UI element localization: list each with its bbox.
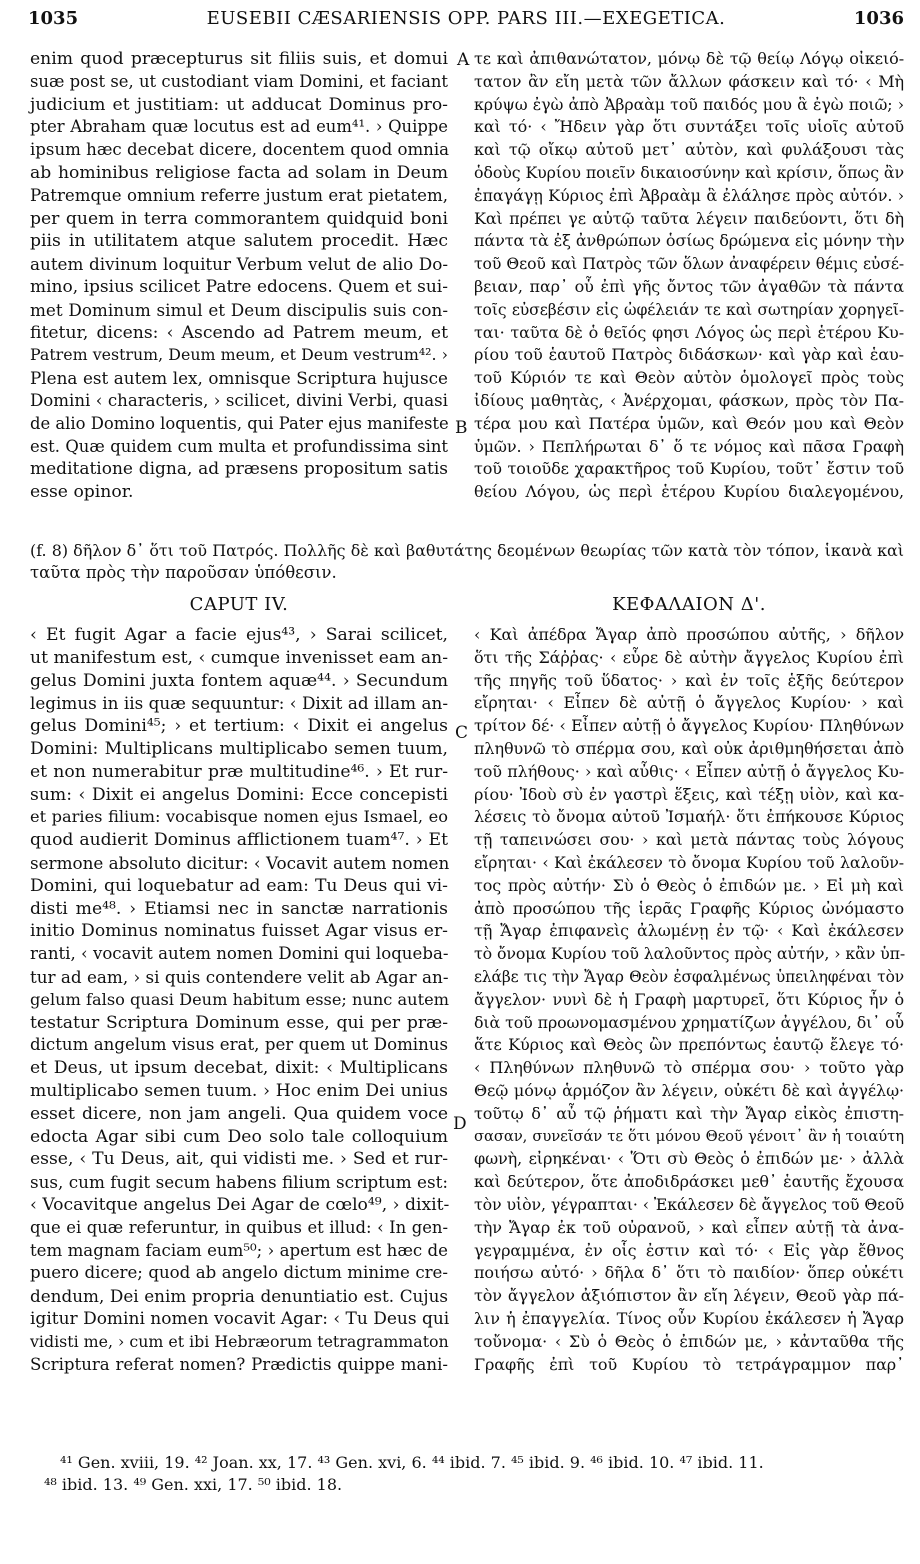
text-line: κρύψω ἐγὼ ἀπὸ Ἀβραὰμ τοῦ παιδός μου ἃ ἐγὼ ποιῶ; › xyxy=(474,94,904,114)
margin-marker-b: B xyxy=(455,418,468,438)
page-number-left: 1035 xyxy=(28,8,79,29)
text-line: autem divinum loquitur Verbum velut de alio Do- xyxy=(30,254,448,275)
text-line: Domini, qui loquebatur ad eam: Tu Deus qui vi- xyxy=(30,875,448,896)
text-line: et Deus, ut ipsum decebat, dixit: ‹ Multiplicans xyxy=(30,1058,448,1079)
margin-marker-a: A xyxy=(457,50,470,70)
text-line: tem magnam faciam eum⁵⁰; › apertum est hæc de xyxy=(30,1240,448,1260)
chapter-heading-latin: CAPUT IV. xyxy=(189,594,289,615)
text-line: Plena est autem lex, omnisque Scriptura hujusce xyxy=(30,368,448,389)
text-line: et paries filium: vocabisque nomen ejus Ismael, eo xyxy=(30,807,448,827)
text-line: τῇ ταπεινώσει σου· › καὶ μετὰ πάντας τοὺς λόγους xyxy=(474,830,904,850)
running-header xyxy=(28,8,904,32)
text-line: ὅτι τῆς Σάῤῥας· ‹ εὗρε δὲ αὐτὴν ἄγγελος Κυρίου ἐπὶ xyxy=(474,647,904,667)
text-line: initio Dominus nominatus fuisset Agar visus er- xyxy=(30,921,448,942)
footnote-line: ⁴⁸ ibid. 13. ⁴⁹ Gen. xxi, 17. ⁵⁰ ibid. 18. xyxy=(44,1475,343,1494)
text-line: τῆς πηγῆς τοῦ ὕδατος· › καὶ ἐν τοῖς ἑξῆς δεύτερον xyxy=(474,670,904,690)
text-line: εἴρηται· ‹ Καὶ ἐκάλεσεν τὸ ὄνομα Κυρίου τοῦ λαλοῦν- xyxy=(474,852,904,872)
footnote-line: ⁴¹ Gen. xviii, 19. ⁴² Joan. xx, 17. ⁴³ Gen. xvi, 6. ⁴⁴ ibid. 7. ⁴⁵ ibid. 9. ⁴⁶ ibid. 10. ⁴⁷ ibid. 11. xyxy=(60,1453,764,1472)
text-line: τοὔνομα· ‹ Σὺ ὁ Θεὸς ὁ ἐπιδών με, › κἀνταῦθα τῆς xyxy=(474,1331,904,1351)
text-line: τὸν υἱὸν, γέγραπται· ‹ Ἐκάλεσεν δὲ ἄγγελος τοῦ Θεοῦ xyxy=(474,1194,905,1214)
text-line: φωνὴ, εἰρηκέναι· ‹ Ὅτι σὺ Θεὸς ὁ ἐπιδών με· › ἀλλὰ xyxy=(474,1149,904,1169)
text-line: esset dicere, non jam angeli. Qua quidem voce xyxy=(30,1103,448,1124)
text-line: (f. 8) δῆλον δ᾽ ὅτι τοῦ Πατρός. Πολλῆς δὲ καὶ βαθυτάτης δεομένων θεωρίας τῶν κατὰ τὸν τόπον, ἱκανὰ καὶ xyxy=(30,541,904,560)
text-line: εἴρηται· ‹ Εἶπεν δὲ αὐτῇ ὁ ἄγγελος Κυρίου· › καὶ xyxy=(474,693,904,713)
text-line: Domini: Multiplicans multiplicabo semen tuum, xyxy=(30,738,448,759)
text-line: legimus in iis quæ sequuntur: ‹ Dixit ad illam an- xyxy=(30,693,448,714)
text-line: ἅτε Κύριος καὶ Θεὸς ὢν πρεπόντως ἑαυτῷ ἔλεγε τό· xyxy=(474,1035,904,1055)
chapter-heading-greek: ΚΕΦΑΛΑΙΟΝ Δ'. xyxy=(612,594,766,615)
text-line: τῇ Ἄγαρ ἐπιφανεὶς ἀλωμένῃ ἐν τῷ· ‹ Καὶ ἐκάλεσεν xyxy=(474,921,904,941)
text-line: τατον ἂν εἴη μετὰ τῶν ἄλλων φάσκειν καὶ τό· ‹ Μὴ xyxy=(474,71,904,91)
text-line: θείου Λόγου, ὡς περὶ ἑτέρου Κυρίου διαλεγομένου, xyxy=(474,482,904,502)
text-line: ‹ Πληθύνων πληθυνῶ τὸ σπέρμα σου· › τοῦτο γὰρ xyxy=(474,1058,904,1078)
text-line: τρίτον δέ· ‹ Εἶπεν αὐτῇ ὁ ἄγγελος Κυρίου· Πληθύνων xyxy=(474,716,904,736)
text-line: disti me⁴⁸. › Etiamsi nec in sanctæ narrationis xyxy=(30,898,448,919)
text-line: ὑμῶν. › Πεπλήρωται δ᾽ ὅ τε νόμος καὶ πᾶσα Γραφὴ xyxy=(474,436,904,456)
latin-column-top xyxy=(30,48,448,504)
text-line: ranti, ‹ vocavit autem nomen Domini qui loqueba- xyxy=(30,944,449,964)
text-line: τοῦ Κύριόν τε καὶ Θεὸν αὐτὸν ὁμολογεῖ πρὸς τοὺς xyxy=(474,368,904,388)
text-line: ρίου· Ἰδοὺ σὺ ἐν γαστρὶ ἕξεις, καὶ τέξῃ υἱὸν, καὶ κα- xyxy=(474,784,904,804)
text-line: τοῦτῳ δ᾽ αὖ τῷ ῥήματι καὶ τὴν Ἄγαρ εἰκὸς ἐπιστη- xyxy=(474,1103,904,1123)
text-line: ‹ Et fugit Agar a facie ejus⁴³, › Sarai scilicet, xyxy=(30,625,448,645)
text-line: σασαν, συνεῖσάν τε ὅτι μόνου Θεοῦ γένοιτ᾽ ἂν ἡ τοιαύτη xyxy=(474,1127,904,1145)
text-line: καὶ τό· ‹ Ἤδειν γὰρ ὅτι συντάξει τοῖς υἱοῖς αὐτοῦ xyxy=(474,117,904,137)
text-line: τε καὶ ἀπιθανώτατον, μόνῳ δὲ τῷ θείῳ Λόγῳ οἰκειό- xyxy=(474,49,904,68)
text-line: esse opinor. xyxy=(30,482,134,503)
text-line: per quem in terra commorantem quidquid boni xyxy=(30,208,448,229)
text-line: fitetur, dicens: ‹ Ascendo ad Patrem meum, et xyxy=(30,322,448,343)
text-line: τὴν Ἄγαρ ἐκ τοῦ οὐρανοῦ, › καὶ εἶπεν αὐτῇ τὰ ἀνα- xyxy=(474,1217,904,1237)
text-line: ut manifestum est, ‹ cumque invenisset eam an- xyxy=(30,647,449,668)
text-line: ἰδίους μαθητὰς, ‹ Ἀνέρχομαι, φάσκων, πρὸς τὸν Πα- xyxy=(474,390,904,410)
text-line: gelus Domini juxta fontem aquæ⁴⁴. › Secundum xyxy=(30,670,448,691)
text-line: gelus Domini⁴⁵; › et tertium: ‹ Dixit ei angelus xyxy=(30,716,448,737)
text-line: testatur Scriptura Dominum esse, qui per præ- xyxy=(30,1012,448,1033)
text-line: meditatione digna, ad præsens propositum satis xyxy=(30,459,448,480)
text-line: διὰ τοῦ προωνομασμένου χρηματίζων ἀγγέλου, δι᾽ οὗ xyxy=(474,1012,904,1032)
text-line: ἀπὸ προσώπου τῆς ἱερᾶς Γραφῆς Κύριος ὠνόμαστο xyxy=(474,898,904,918)
text-line: ab hominibus religiose facta ad solam in Deum xyxy=(30,162,448,183)
text-line: ‹ Καὶ ἀπέδρα Ἄγαρ ἀπὸ προσώπου αὐτῆς, › δῆλον xyxy=(474,625,904,644)
text-line: ταῦτα πρὸς τὴν παροῦσαν ὑπόθεσιν. xyxy=(30,563,337,582)
text-line: suæ post se, ut custodiant viam Domini, et faciant xyxy=(30,71,448,91)
text-line: ἄγγελον· νυνὶ δὲ ἡ Γραφὴ μαρτυρεῖ, ὅτι Κύριος ἦν ὁ xyxy=(474,989,904,1009)
text-line: λέσεις τὸ ὄνομα αὐτοῦ Ἰσμαήλ· ὅτι ἐπήκουσε Κύριος xyxy=(474,807,904,827)
page-number-right: 1036 xyxy=(853,8,904,29)
text-line: Καὶ πρέπει γε αὐτῷ ταῦτα λέγειν παιδεύοντι, ὅτι δὴ xyxy=(474,208,904,228)
text-line: et non numerabitur præ multitudine⁴⁶. › Et rur- xyxy=(30,761,448,782)
text-line: sum: ‹ Dixit ei angelus Domini: Ecce concepisti xyxy=(30,784,448,805)
text-line: piis in utilitatem atque salutem procedit. Hæc xyxy=(30,231,448,252)
text-line: λιν ἡ ἐπαγγελία. Τίνος οὖν Κυρίου ἐκάλεσεν ἡ Ἄγαρ xyxy=(474,1308,904,1328)
text-line: igitur Domini nomen vocavit Agar: ‹ Tu Deus qui xyxy=(30,1308,450,1329)
text-line: puero dicere; quod ab angelo dictum minime cre- xyxy=(30,1263,448,1283)
text-line: βειαν, παρ᾽ οὗ ἐπὶ γῆς ὄντος τῶν ἀγαθῶν τὰ πάντα xyxy=(474,276,904,296)
greek-continuation xyxy=(30,540,904,584)
text-line: de alio Domino loquentis, qui Pater ejus manifeste xyxy=(30,413,449,433)
latin-column-bottom xyxy=(30,624,448,1376)
text-line: ελάβε τις τὴν Ἄγαρ Θεὸν ἐσφαλμένως ὑπειληφέναι τὸν xyxy=(474,967,904,986)
text-line: enim quod præcepturus sit filiis suis, et domui xyxy=(30,49,448,69)
text-line: multiplicabo semen tuum. › Hoc enim Dei unius xyxy=(30,1080,448,1101)
text-line: τοῦ Θεοῦ καὶ Πατρὸς τῶν ὅλων ἀναφέρειν θέμις εὐσέ- xyxy=(474,255,904,274)
text-line: Scriptura referat nomen? Prædictis quippe mani- xyxy=(30,1354,448,1374)
text-line: dendum, Dei enim propria denuntiatio est. Cujus xyxy=(30,1286,448,1307)
text-line: pter Abraham quæ locutus est ad eum⁴¹. › Quippe xyxy=(30,117,448,137)
text-line: Θεῷ μόνῳ ἁρμόζον ἂν λέγειν, οὐκέτι δὲ καὶ ἀγγέλῳ· xyxy=(474,1080,904,1100)
text-line: Patremque omnium referre justum erat pietatem, xyxy=(30,185,448,205)
text-line: judicium et justitiam: ut adducat Dominus pro- xyxy=(30,94,448,115)
text-line: πάντα τὰ ἐξ ἀνθρώπων ὁσίως δρώμενα εἰς μόνην τὴν xyxy=(474,231,905,251)
running-title: EUSEBII CÆSARIENSIS OPP. PARS III.—EXEGETICA. xyxy=(206,8,726,29)
text-line: πληθυνῶ τὸ σπέρμα σου, καὶ οὐκ ἀριθμηθήσεται ἀπὸ xyxy=(474,738,904,758)
text-line: Patrem vestrum, Deum meum, et Deum vestrum⁴². › xyxy=(30,345,448,365)
text-line: Γραφῆς ἐπὶ τοῦ Κυρίου τὸ τετράγραμμον παρ᾽ xyxy=(474,1354,904,1374)
text-line: γεγραμμένα, ἐν οἷς ἐστιν καὶ τό· ‹ Εἰς γὰρ ἔθνος xyxy=(474,1240,904,1260)
text-line: καὶ δεύτερον, ὅτε ἀποδιδράσκει μεθ᾽ ἑαυτῆς ἔχουσα xyxy=(474,1172,904,1192)
text-line: ipsum hæc decebat dicere, docentem quod omnia xyxy=(30,140,450,160)
text-line: dictum angelum visus erat, per quem ut Dominus xyxy=(30,1035,448,1055)
greek-column-top xyxy=(474,48,904,504)
greek-column-bottom xyxy=(474,624,904,1376)
text-line: τέρα μου καὶ Πατέρα ὑμῶν, καὶ Θεόν μου καὶ Θεὸν xyxy=(474,413,904,433)
text-line: sus, cum fugit secum habens filium scriptum est: xyxy=(30,1172,448,1193)
margin-marker-c: C xyxy=(455,723,469,743)
footnotes xyxy=(30,1452,904,1496)
margin-marker-d: D xyxy=(453,1114,467,1134)
text-line: met Dominum simul et Deum discipulis suis con- xyxy=(30,299,448,320)
text-line: gelum falso quasi Deum habitum esse; nunc autem xyxy=(30,989,450,1009)
text-line: τὸν ἄγγελον ἀξιόπιστον ἂν εἴη λέγειν, Θεοῦ γὰρ πά- xyxy=(474,1286,904,1306)
text-line: ὁδοὺς Κυρίου ποιεῖν δικαιοσύνην καὶ κρίσιν, ὅπως ἂν xyxy=(474,162,904,182)
text-line: ται· ταῦτα δὲ ὁ θεῖός φησι Λόγος ὡς περὶ ἑτέρου Κυ- xyxy=(474,322,904,342)
text-line: τὸ ὄνομα Κυρίου τοῦ λαλοῦντος πρὸς αὐτήν, › κἂν ὑπ- xyxy=(474,944,906,964)
text-line: τοῦ τοιοῦδε χαρακτῆρος τοῦ Κυρίου, τοῦτ᾽ ἔστιν τοῦ xyxy=(474,459,904,479)
text-line: ποιήσω αὐτό· › δῆλα δ᾽ ὅτι τὸ παιδίον· ὅπερ οὐκέτι xyxy=(474,1263,904,1283)
text-line: sermone absoluto dicitur: ‹ Vocavit autem nomen xyxy=(30,852,450,873)
text-line: τος πρὸς αὐτήν· Σὺ ὁ Θεὸς ὁ ἐπιδών με. › Εἰ μὴ καὶ xyxy=(474,875,904,895)
text-line: esse, ‹ Tu Deus, ait, qui vidisti me. › Sed et rur- xyxy=(30,1149,448,1170)
text-line: est. Quæ quidem cum multa et profundissima sint xyxy=(30,436,448,456)
text-line: que ei quæ referuntur, in quibus et illud: ‹ In gen- xyxy=(30,1217,448,1237)
text-line: Domini ‹ characteris, › scilicet, divini Verbi, quasi xyxy=(30,390,448,410)
text-line: ‹ Vocavitque angelus Dei Agar de cœlo⁴⁹, › dixit- xyxy=(30,1194,450,1215)
text-line: τοῖς εὐσεβέσιν εἰς ὠφέλειάν τε καὶ σωτηρίαν χορηγεῖ- xyxy=(474,300,904,319)
text-line: καὶ τῷ οἴκῳ αὐτοῦ μετ᾽ αὐτὸν, καὶ φυλάξουσι τὰς xyxy=(474,140,904,160)
text-line: mino, ipsius scilicet Patre edocens. Quem et sui- xyxy=(30,276,448,297)
text-line: vidisti me, › cum et ibi Hebræorum tetragrammaton xyxy=(30,1331,449,1351)
text-line: quod audierit Dominus afflictionem tuam⁴⁷. › Et xyxy=(30,830,448,851)
text-line: τοῦ πλήθους· › καὶ αὖθις· ‹ Εἶπεν αὐτῇ ὁ ἄγγελος Κυ- xyxy=(474,761,904,781)
text-line: ἐπαγάγῃ Κύριος ἐπὶ Ἀβραὰμ ἃ ἐλάλησε πρὸς αὐτόν. › xyxy=(474,185,904,205)
text-line: edocta Agar sibi cum Deo solo tale colloquium xyxy=(30,1126,448,1147)
text-line: tur ad eam, › si quis contendere velit ab Agar an- xyxy=(30,966,449,987)
text-line: ρίου τοῦ ἑαυτοῦ Πατρὸς διδάσκων· καὶ γὰρ καὶ ἑαυ- xyxy=(474,345,904,365)
